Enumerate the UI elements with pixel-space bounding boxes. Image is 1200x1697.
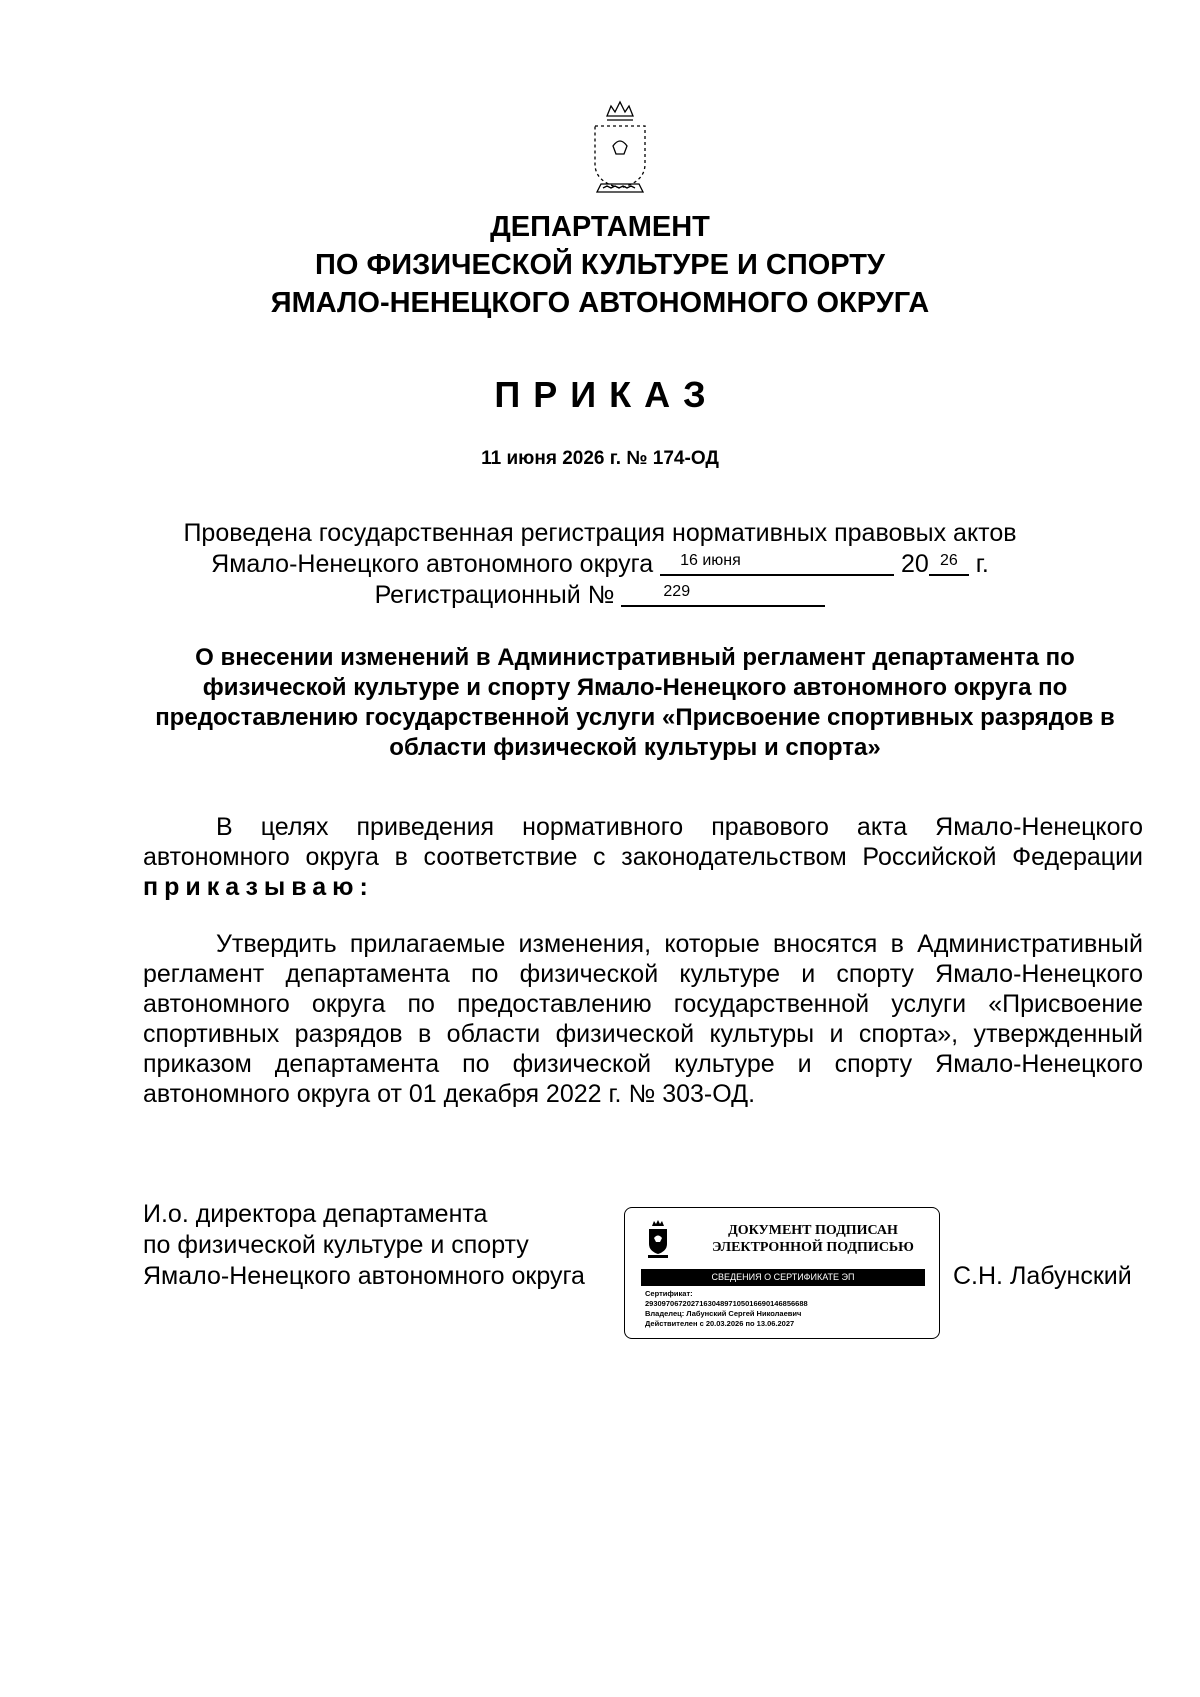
stamp-owner: Владелец: Лабунский Сергей Николаевич <box>645 1309 802 1318</box>
registration-year-prefix: 20 <box>901 550 929 578</box>
registration-number-label: Регистрационный № <box>374 581 615 609</box>
registration-year: 26 <box>939 552 958 569</box>
signatory-line-3: Ямало-Ненецкого автономного округа <box>143 1262 585 1290</box>
stamp-emblem-icon <box>645 1220 671 1258</box>
signatory-name: С.Н. Лабунский <box>953 1262 1132 1290</box>
registration-region: Ямало-Ненецкого автономного округа <box>211 550 654 578</box>
header-line-1: ДЕПАРТАМЕНТ <box>490 211 710 243</box>
registration-line-2 <box>0 548 1200 579</box>
registration-line-1: Проведена государственная регистрация нормативных правовых актов <box>183 519 1017 547</box>
stamp-validity: Действителен с 20.03.2026 по 13.06.2027 <box>645 1319 795 1328</box>
order-verb: приказываю: <box>143 873 374 901</box>
signatory-position <box>143 1199 585 1292</box>
signatory-line-1: И.о. директора департамента <box>143 1200 488 1228</box>
document-title: ПРИКАЗ <box>494 374 719 415</box>
registration-number: 229 <box>663 583 691 600</box>
document-subject: О внесении изменений в Административный регламент департамента по физической культуре и спорту Ямало-Ненецкого автономного округа по предоставлению государственной услуги «Присвоение спортивных разрядов в области физической культуры и спорта» <box>155 644 1115 761</box>
stamp-cert-label: Сертификат: <box>645 1289 693 1298</box>
registration-number-field <box>621 579 825 607</box>
stamp-line-1: ДОКУМЕНТ ПОДПИСАН <box>728 1223 898 1238</box>
stamp-heading <box>693 1222 933 1256</box>
stamp-line-2: ЭЛЕКТРОННОЙ ПОДПИСЬЮ <box>712 1240 914 1255</box>
stamp-cert-number: 293097067202716304897105016690146856688 <box>645 1299 808 1308</box>
paragraph-order-text: Утвердить прилагаемые изменения, которые вносятся в Административный регламент департамента по физической культуре и спорту Ямало-Ненецкого автономного округа по предоставлению государственной услуги «Присвоение спортивных разрядов в области физической культуры и спорта», утвержденный приказом департамента по физической культуре и спорту Ямало-Ненецкого автономного округа от 01 декабря 2022 г. № 303-ОД. <box>143 930 1143 1108</box>
registration-year-suffix: г. <box>975 550 989 578</box>
header-line-2: ПО ФИЗИЧЕСКОЙ КУЛЬТУРЕ И СПОРТУ <box>315 249 885 281</box>
signatory-line-2: по физической культуре и спорту <box>143 1231 529 1259</box>
registration-year-field <box>929 548 969 576</box>
electronic-signature-stamp <box>624 1207 940 1339</box>
stamp-certificate-info <box>645 1289 808 1329</box>
registration-date-field <box>660 548 894 576</box>
order-date-number: 11 июня 2026 г. № 174-ОД <box>481 448 719 469</box>
stamp-certificate-bar: СВЕДЕНИЯ О СЕРТИФИКАТЕ ЭП <box>641 1269 925 1286</box>
registration-line-3 <box>0 579 1200 610</box>
paragraph-preamble <box>143 812 1143 902</box>
header-line-3: ЯМАЛО-НЕНЕЦКОГО АВТОНОМНОГО ОКРУГА <box>270 287 930 319</box>
department-header <box>0 208 1200 322</box>
paragraph-order <box>143 929 1143 1109</box>
paragraph-preamble-text: В целях приведения нормативного правового акта Ямало-Ненецкого автономного округа в соответствие с законодательством Российской Федерации <box>143 813 1143 871</box>
registration-date: 16 июня <box>680 552 741 569</box>
registration-block <box>0 518 1200 610</box>
coat-of-arms-emblem-icon <box>583 96 657 200</box>
